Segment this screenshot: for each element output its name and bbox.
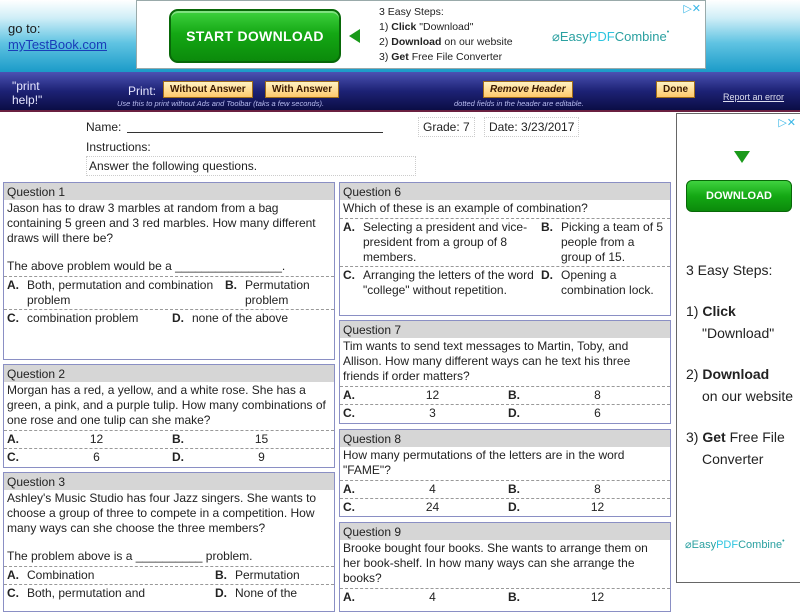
side-step-2-detail: on our website: [702, 388, 794, 404]
question-card-1: [3, 182, 335, 360]
question-text: Tim wants to send text messages to Martin, Toby, and Allison. How many different ways can he text his three friends if order matters?: [343, 339, 631, 383]
steps-title: 3 Easy Steps:: [686, 262, 773, 278]
question-title: Question 1: [4, 183, 334, 200]
option-a[interactable]: A. Both, permutation and combination problem: [7, 278, 214, 307]
ad-steps-title: 3 Easy Steps:: [379, 6, 444, 18]
report-error-link[interactable]: Report an error: [723, 92, 785, 102]
mytestbook-link[interactable]: myTestBook.com: [8, 37, 107, 52]
date-field[interactable]: Date: 3/23/2017: [484, 117, 579, 137]
option-c[interactable]: C. 6: [7, 450, 100, 464]
print-toolbar: [0, 72, 800, 112]
option-a[interactable]: A. Combination: [7, 568, 95, 582]
answer-options: [4, 276, 334, 327]
option-b[interactable]: B. 15: [172, 432, 269, 446]
side-step-3: 3) Get Free File: [686, 429, 785, 445]
option-c[interactable]: C. 3: [343, 406, 436, 420]
remove-header-button[interactable]: Remove Header: [483, 81, 573, 98]
ad-choices-close-icon[interactable]: ▷✕: [683, 3, 701, 15]
ad-choices-close-icon[interactable]: ▷✕: [778, 117, 796, 129]
name-field[interactable]: [127, 132, 383, 133]
top-advertisement: [136, 0, 706, 69]
start-download-button[interactable]: START DOWNLOAD: [169, 9, 341, 63]
easypdfcombine-logo[interactable]: ⌀EasyPDFCombine•: [552, 29, 670, 44]
option-c[interactable]: C. combination problem: [7, 311, 139, 325]
question-text: Brooke bought four books. She wants to arrange them on her book-shelf. In how many ways can she arrange the books?: [343, 541, 648, 585]
option-b[interactable]: B. 8: [508, 482, 601, 496]
download-button[interactable]: DOWNLOAD: [686, 180, 792, 212]
option-b[interactable]: B. 8: [508, 388, 601, 402]
grade-field[interactable]: Grade: 7: [418, 117, 475, 137]
question-card-7: [339, 320, 671, 424]
answer-options: [340, 588, 670, 606]
goto-block: [8, 21, 107, 53]
option-d[interactable]: D. 9: [172, 450, 265, 464]
option-c[interactable]: C. 24: [343, 500, 440, 514]
print-without-answer-button[interactable]: Without Answer: [163, 81, 253, 98]
arrow-left-icon: [349, 29, 360, 43]
side-step-1-detail: "Download": [702, 325, 775, 341]
option-c[interactable]: C. Both, permutation and: [7, 586, 146, 600]
option-b[interactable]: B. Picking a team of 5 people from a group of 15.: [541, 220, 664, 264]
answer-options: [4, 430, 334, 466]
question-title: Question 6: [340, 183, 670, 200]
easypdfcombine-logo[interactable]: ⌀EasyPDFCombine•: [685, 538, 785, 551]
question-card-3: [3, 472, 335, 612]
question-card-6: [339, 182, 671, 316]
option-c[interactable]: C. Arranging the letters of the word "college" without repetition.: [343, 268, 534, 297]
question-card-9: [339, 522, 671, 612]
ad-step-1: 1) Click "Download": [379, 21, 474, 33]
option-d[interactable]: D. 12: [508, 500, 605, 514]
side-advertisement: [676, 113, 800, 583]
print-help-link[interactable]: "print help!": [12, 79, 43, 107]
question-card-2: [3, 364, 335, 468]
side-step-1: 1) Click: [686, 303, 736, 319]
question-title: Question 8: [340, 430, 670, 447]
question-title: Question 9: [340, 523, 670, 540]
answer-options: [340, 480, 670, 516]
name-label: Name:: [86, 120, 122, 134]
ad-step-3: 3) Get Free File Converter: [379, 51, 503, 63]
question-text: Morgan has a red, a yellow, and a white rose. She has a green, a pink, and a purple tulip. How many combinations of one rose and one tulip can she make?: [7, 383, 326, 427]
top-banner: [0, 0, 800, 72]
print-with-answer-button[interactable]: With Answer: [265, 81, 339, 98]
editable-hint: dotted fields in the header are editable.: [454, 99, 584, 108]
question-card-8: [339, 429, 671, 517]
option-a[interactable]: A. 4: [343, 482, 436, 496]
paperclip-icon: ⌀: [685, 539, 692, 551]
question-text: How many permutations of the letters are in the word "FAME"?: [343, 448, 625, 477]
question-title: Question 7: [340, 321, 670, 338]
side-step-2: 2) Download: [686, 366, 770, 382]
question-text: Which of these is an example of combination?: [343, 201, 588, 215]
option-b[interactable]: B. 12: [508, 590, 605, 604]
arrow-down-icon: [734, 151, 750, 163]
option-b[interactable]: B. Permutation problem: [225, 278, 310, 307]
instructions-label: Instructions:: [86, 140, 151, 154]
option-d[interactable]: D. 6: [508, 406, 601, 420]
question-title: Question 2: [4, 365, 334, 382]
question-text: Jason has to draw 3 marbles at random from a bag containing 5 green and 3 red marbles. How many different draws will there be? The above problem would be a ________________.: [7, 201, 316, 273]
option-d[interactable]: D. None of the: [215, 586, 298, 600]
print-label: Print:: [128, 84, 157, 98]
side-ad-steps: [686, 259, 793, 470]
option-a[interactable]: A. 12: [7, 432, 104, 446]
ad-step-2: 2) Download on our website: [379, 36, 513, 48]
option-a[interactable]: A. 4: [343, 590, 436, 604]
answer-options: [4, 566, 334, 602]
side-step-3-detail: Converter: [702, 451, 764, 467]
option-d[interactable]: D. Opening a combination lock.: [541, 268, 654, 297]
instructions-field[interactable]: Answer the following questions.: [86, 156, 416, 176]
goto-label: go to:: [8, 21, 41, 36]
option-a[interactable]: A. 12: [343, 388, 440, 402]
paperclip-icon: ⌀: [552, 29, 560, 44]
ad-steps: [379, 5, 513, 65]
answer-options: [340, 218, 670, 299]
answer-options: [340, 386, 670, 422]
question-text: Ashley's Music Studio has four Jazz singers. She wants to choose a group of three to compete in a competition. How many ways can she choose the three members? The problem above is a __________ problem.: [7, 491, 317, 563]
option-d[interactable]: D. none of the above: [172, 311, 289, 325]
print-hint: Use this to print without Ads and Toolbar (taks a few seconds).: [117, 99, 325, 108]
option-a[interactable]: A. Selecting a president and vice-president from a group of 8 members.: [343, 220, 528, 264]
option-b[interactable]: B. Permutation: [215, 568, 300, 582]
done-button[interactable]: Done: [656, 81, 695, 98]
question-title: Question 3: [4, 473, 334, 490]
